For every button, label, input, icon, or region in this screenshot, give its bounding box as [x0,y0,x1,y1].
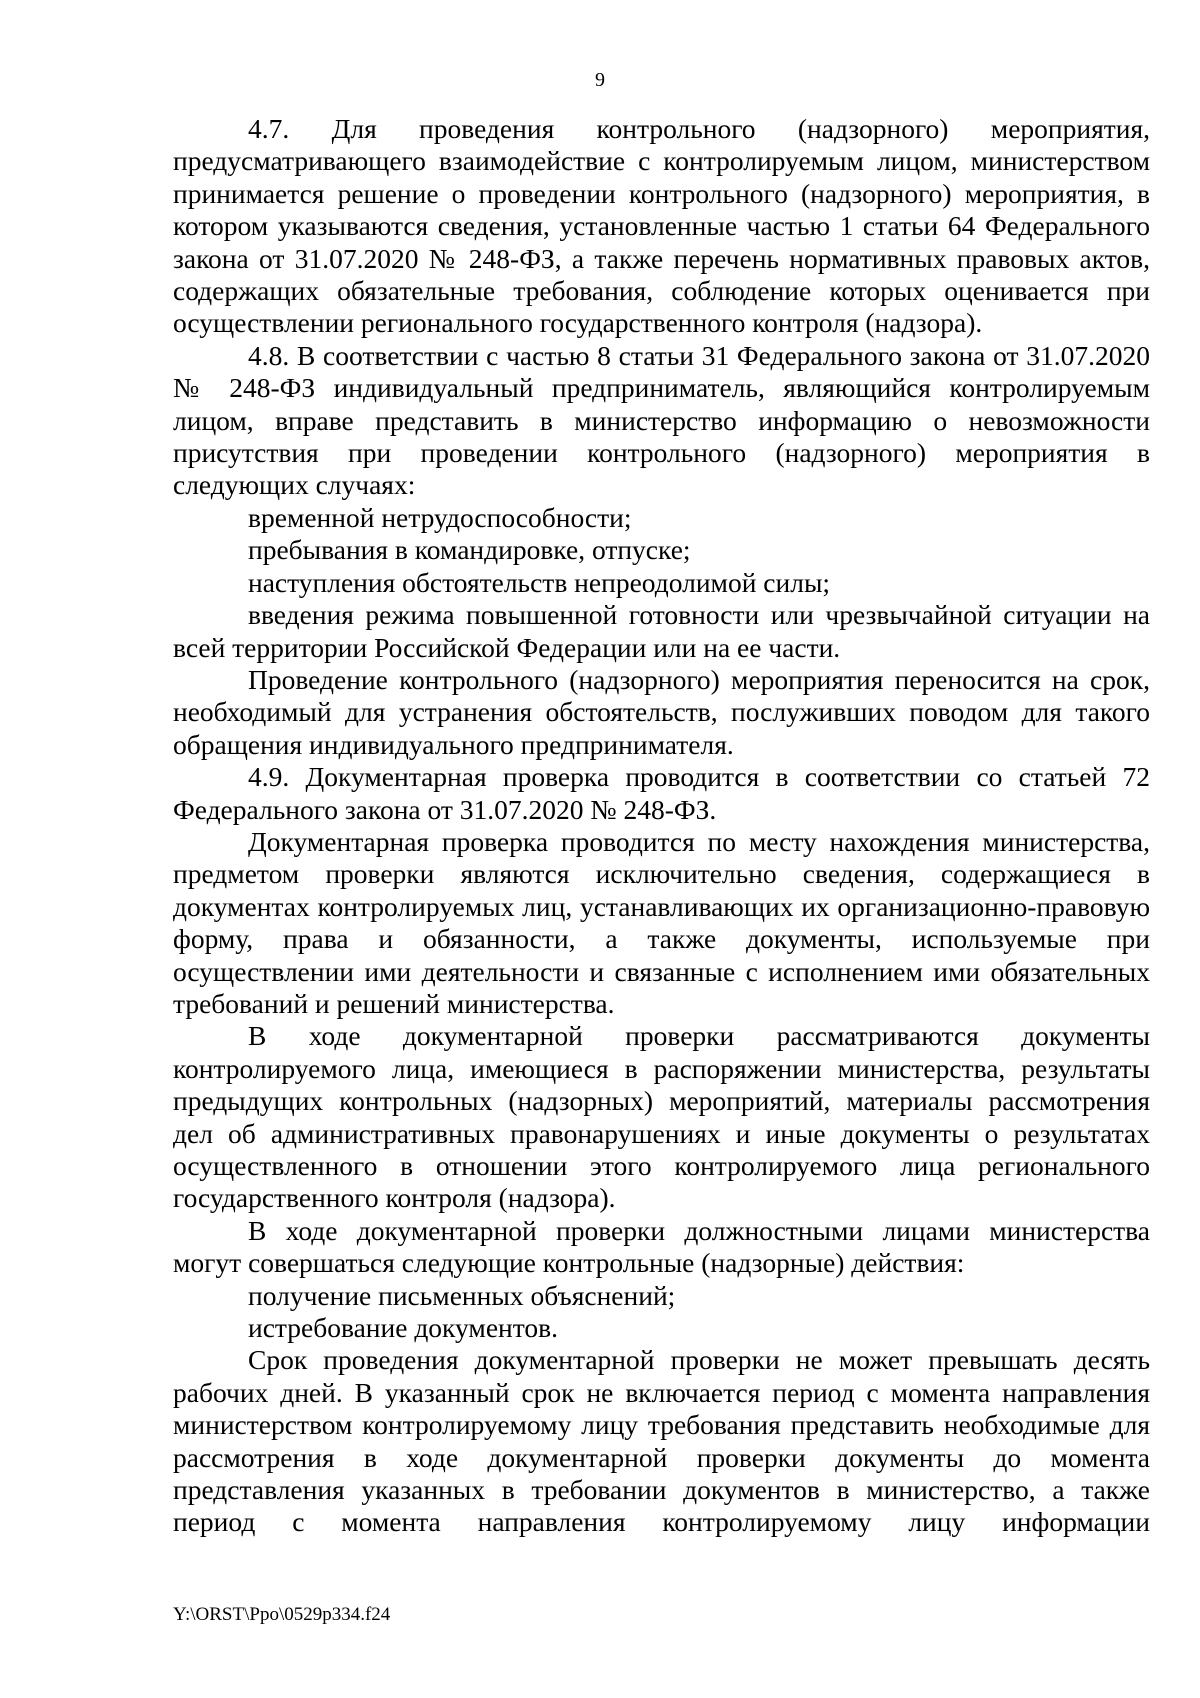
paragraph-documents-reviewed: В ходе документарной проверки рассматриваются документы контролируемого лица, имеющиеся в распоряжении министерства, результаты предыдущих контрольных (надзорных) мероприятий, материалы рассмотрения дел об административных правонарушениях и иные документы о результатах осуществленного в отношении этого контролируемого лица регионального государственного контроля (надзора). [173,1020,1150,1214]
list-item-temporary-disability: временной нетрудоспособности; [248,501,632,533]
paragraph-4-8: 4.8. В соответствии с частью 8 статьи 31 Федерального закона от 31.07.2020 № 248-ФЗ индивидуальный предприниматель, являющийся контролируемым лицом, вправе представить в министерство информацию о невозможности присутствия при проведении контрольного (надзорного) мероприятия в следующих случаях: [173,339,1150,501]
paragraph-check-duration: Срок проведения документарной проверки не может превышать десять рабочих дней. В указанный срок не включается период с момента направления министерством контролируемому лицу требования представить необходимые для рассмотрения в ходе документарной проверки документы до момента представления указанных в требовании документов в министерство, а также период с момента направления контролируемому лицу информации [173,1344,1150,1538]
list-item-written-explanations: получение письменных объяснений; [248,1279,676,1311]
list-item-force-majeure: наступления обстоятельств непреодолимой силы; [248,566,831,598]
footer-file-path: Y:\ORST\Ppo\0529p334.f24 [173,1604,391,1625]
paragraph-4-7: 4.7. Для проведения контрольного (надзорного) мероприятия, предусматривающего взаимодействие с контролируемым лицом, министерством принимается решение о проведении контрольного (надзорного) мероприятия, в котором указываются сведения, установленные частью 1 статьи 64 Федерального закона от 31.07.2020 № 248-ФЗ, а также перечень нормативных правовых актов, содержащих обязательные требования, соблюдение которых оценивается при осуществлении регионального государственного контроля (надзора). [173,113,1150,339]
list-item-emergency-regime: введения режима повышенной готовности или чрезвычайной ситуации на всей территории Российской Федерации или на ее части. [173,599,1150,663]
list-item-business-trip: пребывания в командировке, отпуске; [248,534,691,566]
page-number: 9 [595,69,605,91]
paragraph-control-actions: В ходе документарной проверки должностными лицами министерства могут совершаться следующие контрольные (надзорные) действия: [173,1214,1150,1279]
document-body [173,113,1150,1539]
paragraph-postponement: Проведение контрольного (надзорного) мероприятия переносится на срок, необходимый для устранения обстоятельств, послуживших поводом для такого обращения индивидуального предпринимателя. [173,663,1150,760]
paragraph-documentary-check-place: Документарная проверка проводится по месту нахождения министерства, предметом проверки являются исключительно сведения, содержащиеся в документах контролируемых лиц, устанавливающих их организационно-правовую форму, права и обязанности, а также документы, используемые при осуществлении ими деятельности и связанные с исполнением ими обязательных требований и решений министерства. [173,825,1150,1019]
paragraph-4-9: 4.9. Документарная проверка проводится в соответствии со статьей 72 Федерального закона от 31.07.2020 № 248-ФЗ. [173,761,1150,825]
list-item-document-request: истребование документов. [248,1312,559,1344]
